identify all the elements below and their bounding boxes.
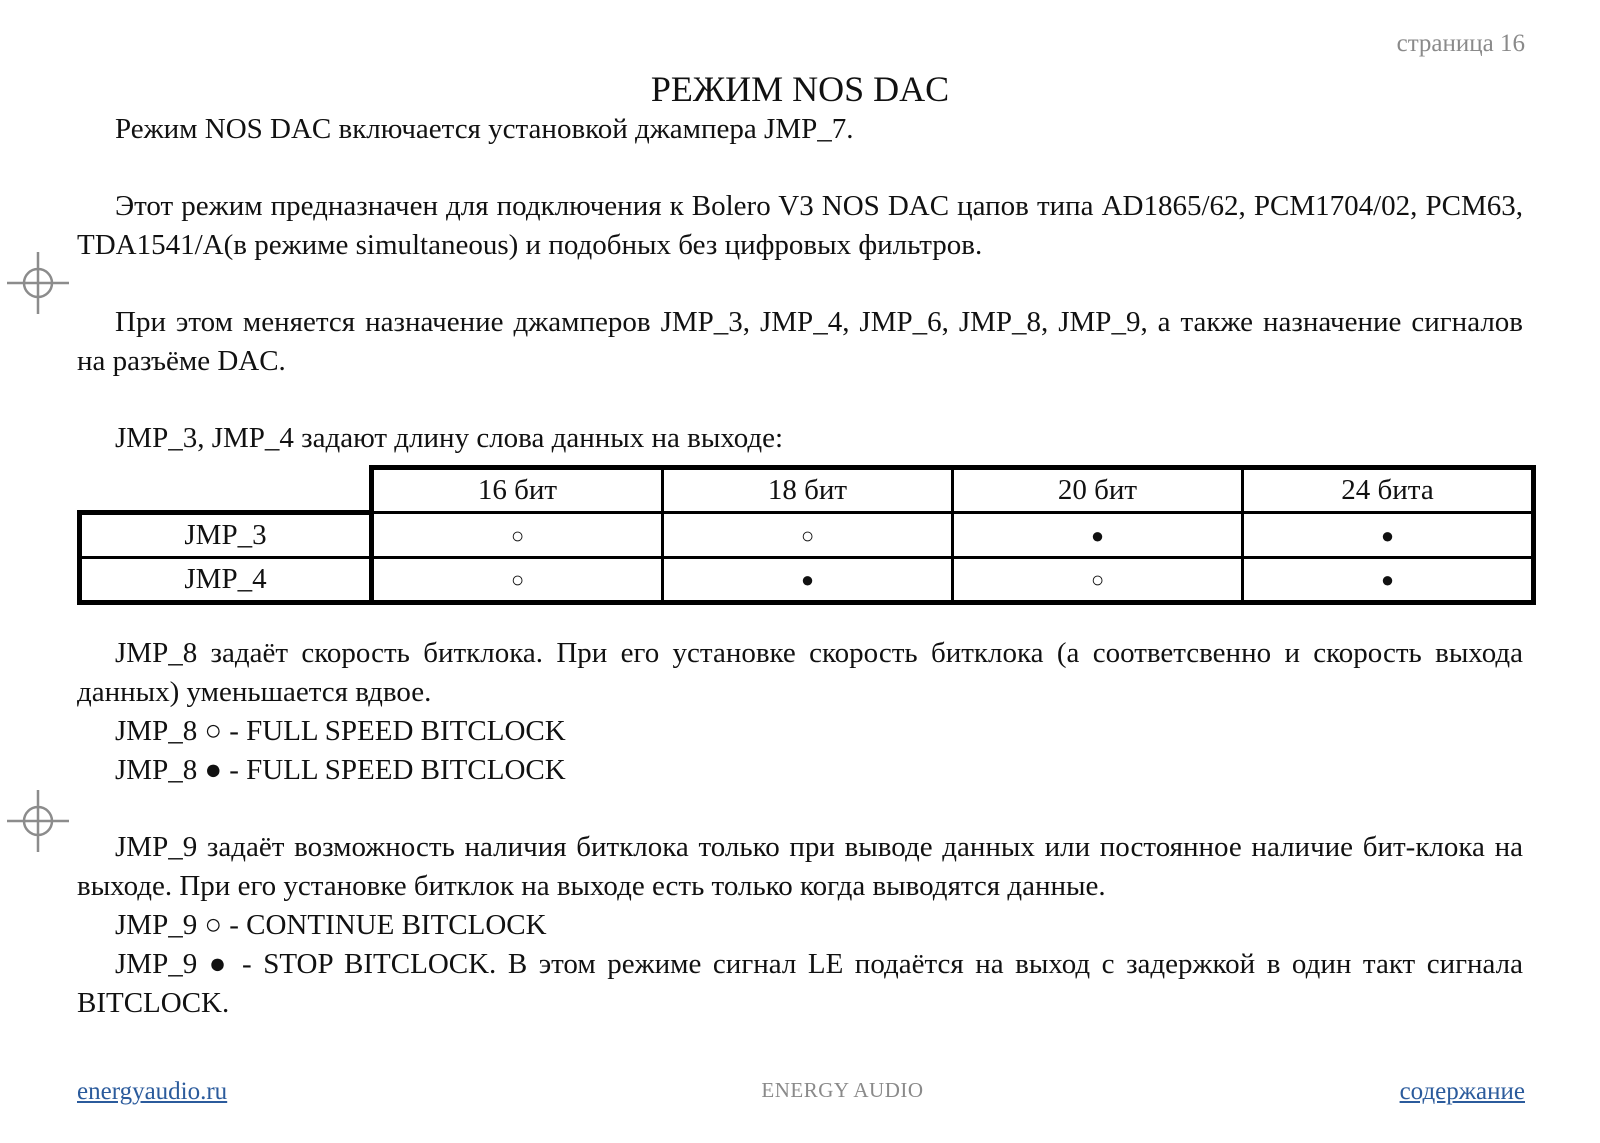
brand-name: ENERGY AUDIO [761, 1078, 924, 1102]
jumper-state-cell: ○ [953, 558, 1243, 603]
table-header-row [80, 468, 1534, 513]
jumper-state-cell: ○ [663, 513, 953, 558]
jumper-state-cell: ● [1243, 513, 1534, 558]
table-row [80, 558, 1534, 603]
paragraph-jumpers: При этом меняется назначение джамперов JMP_3, JMP_4, JMP_6, JMP_8, JMP_9, а также назначение сигналов на разъёме DAC. [77, 306, 1523, 377]
table-corner [80, 468, 372, 513]
jumper-state-cell: ● [1243, 558, 1534, 603]
jumper-state-cell: ○ [372, 513, 663, 558]
column-header: 24 бита [1243, 468, 1534, 513]
paragraph-intro: Режим NOS DAC включается установкой джампера JMP_7. [115, 113, 854, 145]
row-label: JMP_4 [80, 558, 372, 603]
word-length-table [77, 465, 1536, 605]
paragraph-jmp8: JMP_8 задаёт скорость битклока. При его установке скорость битклока (а соответсвенно и скорость выхода данных) уменьшается вдвое. [77, 637, 1523, 708]
registration-mark-icon [7, 252, 69, 314]
contents-link[interactable]: содержание [1399, 1078, 1525, 1105]
jumper-state-cell: ● [953, 513, 1243, 558]
paragraph-word-length: JMP_3, JMP_4 задают длину слова данных на выходе: [115, 422, 784, 454]
jmp9-open-line: JMP_9 ○ - CONTINUE BITCLOCK [115, 909, 547, 941]
paragraph-jmp9: JMP_9 задаёт возможность наличия битклока только при выводе данных или постоянное наличие бит-клока на выходе. При его установке битклок на выходе есть только когда выводятся данные. [77, 831, 1523, 902]
row-label: JMP_3 [80, 513, 372, 558]
jmp8-open-line: JMP_8 ○ - FULL SPEED BITCLOCK [115, 715, 566, 747]
paragraph-purpose: Этот режим предназначен для подключения к Bolero V3 NOS DAC цапов типа AD1865/62, PCM1704/02, PCM63, TDA1541/A(в режиме simultaneous) и подобных без цифровых фильтров. [77, 190, 1523, 261]
jmp8-closed-line: JMP_8 ● - FULL SPEED BITCLOCK [115, 754, 566, 786]
jumper-state-cell: ○ [372, 558, 663, 603]
table-row [80, 513, 1534, 558]
jumper-state-cell: ● [663, 558, 953, 603]
page-number: страница 16 [1396, 30, 1525, 57]
registration-mark-icon [7, 790, 69, 852]
column-header: 16 бит [372, 468, 663, 513]
site-link[interactable]: energyaudio.ru [77, 1078, 228, 1105]
jmp9-closed-line: JMP_9 ● - STOP BITCLOCK. В этом режиме сигнал LE подаётся на выход с задержкой в один такт сигнала BITCLOCK. [77, 948, 1523, 1019]
column-header: 18 бит [663, 468, 953, 513]
page-title: РЕЖИМ NOS DAC [650, 69, 950, 109]
column-header: 20 бит [953, 468, 1243, 513]
